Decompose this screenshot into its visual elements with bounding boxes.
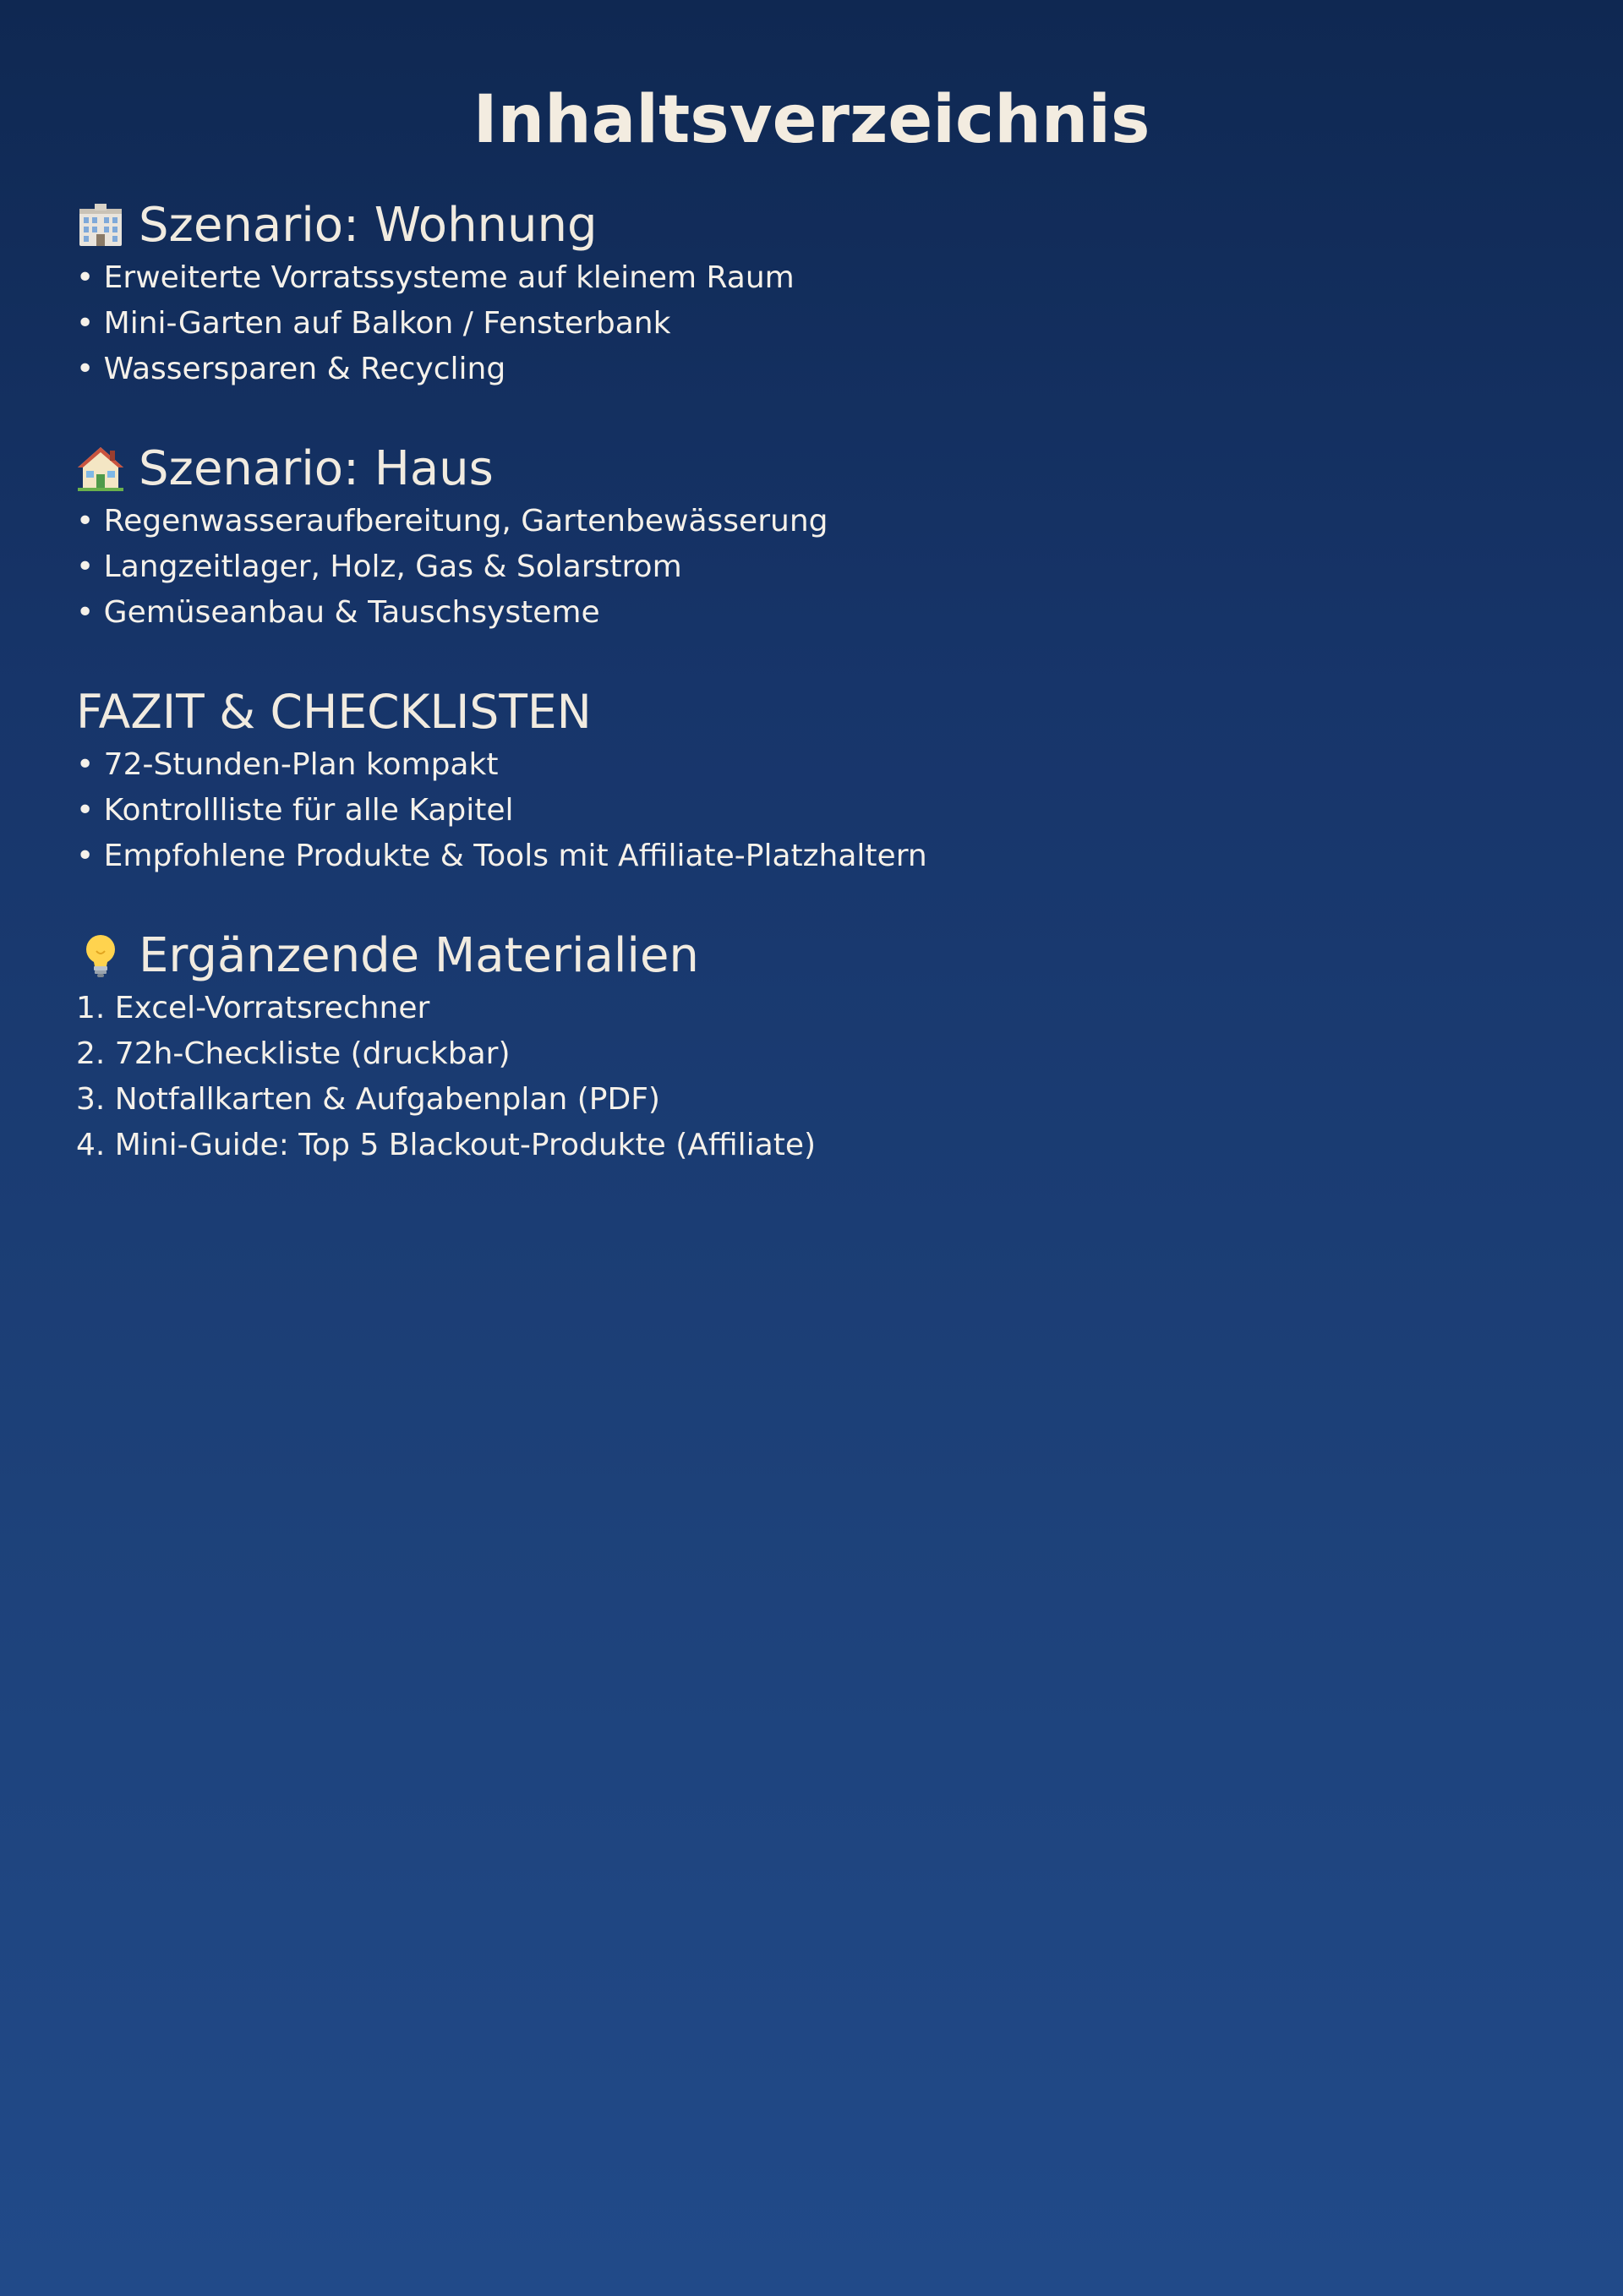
apartment-building-icon [76, 200, 125, 249]
list-item: • Mini-Garten auf Balkon / Fensterbank [76, 306, 671, 341]
section-heading [76, 194, 1623, 255]
section-szenario-haus [76, 438, 1623, 636]
house-icon [76, 444, 125, 493]
list-item: • Langzeitlager, Holz, Gas & Solarstrom [76, 549, 682, 584]
item-list [76, 499, 1623, 636]
list-item: 4. Mini-Guide: Top 5 Blackout-Produkte (Affiliate) [76, 1128, 817, 1162]
section-fazit-checklisten [76, 681, 1623, 879]
item-list [76, 986, 1623, 1168]
section-heading-text: Szenario: Wohnung [139, 197, 598, 253]
list-item: • Erweiterte Vorratssysteme auf kleinem Raum [76, 260, 795, 295]
light-bulb-icon [76, 931, 125, 980]
list-item: 1. Excel-Vorratsrechner [76, 991, 430, 1025]
list-item: 3. Notfallkarten & Aufgabenplan (PDF) [76, 1082, 660, 1117]
list-item: • Regenwasseraufbereitung, Gartenbewässerung [76, 504, 828, 538]
section-ergaenzende-materialien [76, 925, 1623, 1168]
section-heading [76, 681, 1623, 742]
item-list [76, 255, 1623, 392]
page-title: Inhaltsverzeichnis [473, 82, 1150, 158]
list-item: • Wassersparen & Recycling [76, 352, 506, 386]
section-heading-text: Ergänzende Materialien [139, 927, 699, 983]
section-szenario-wohnung [76, 194, 1623, 392]
list-item: 2. 72h-Checkliste (druckbar) [76, 1036, 511, 1071]
section-heading-text: FAZIT & CHECKLISTEN [76, 685, 592, 739]
item-list [76, 742, 1623, 879]
list-item: • 72-Stunden-Plan kompakt [76, 747, 499, 782]
list-item: • Empfohlene Produkte & Tools mit Affiliate-Platzhaltern [76, 839, 927, 873]
section-heading [76, 438, 1623, 499]
list-item: • Gemüseanbau & Tauschsysteme [76, 595, 600, 630]
section-heading [76, 925, 1623, 986]
list-item: • Kontrollliste für alle Kapitel [76, 793, 514, 828]
section-heading-text: Szenario: Haus [139, 440, 494, 496]
